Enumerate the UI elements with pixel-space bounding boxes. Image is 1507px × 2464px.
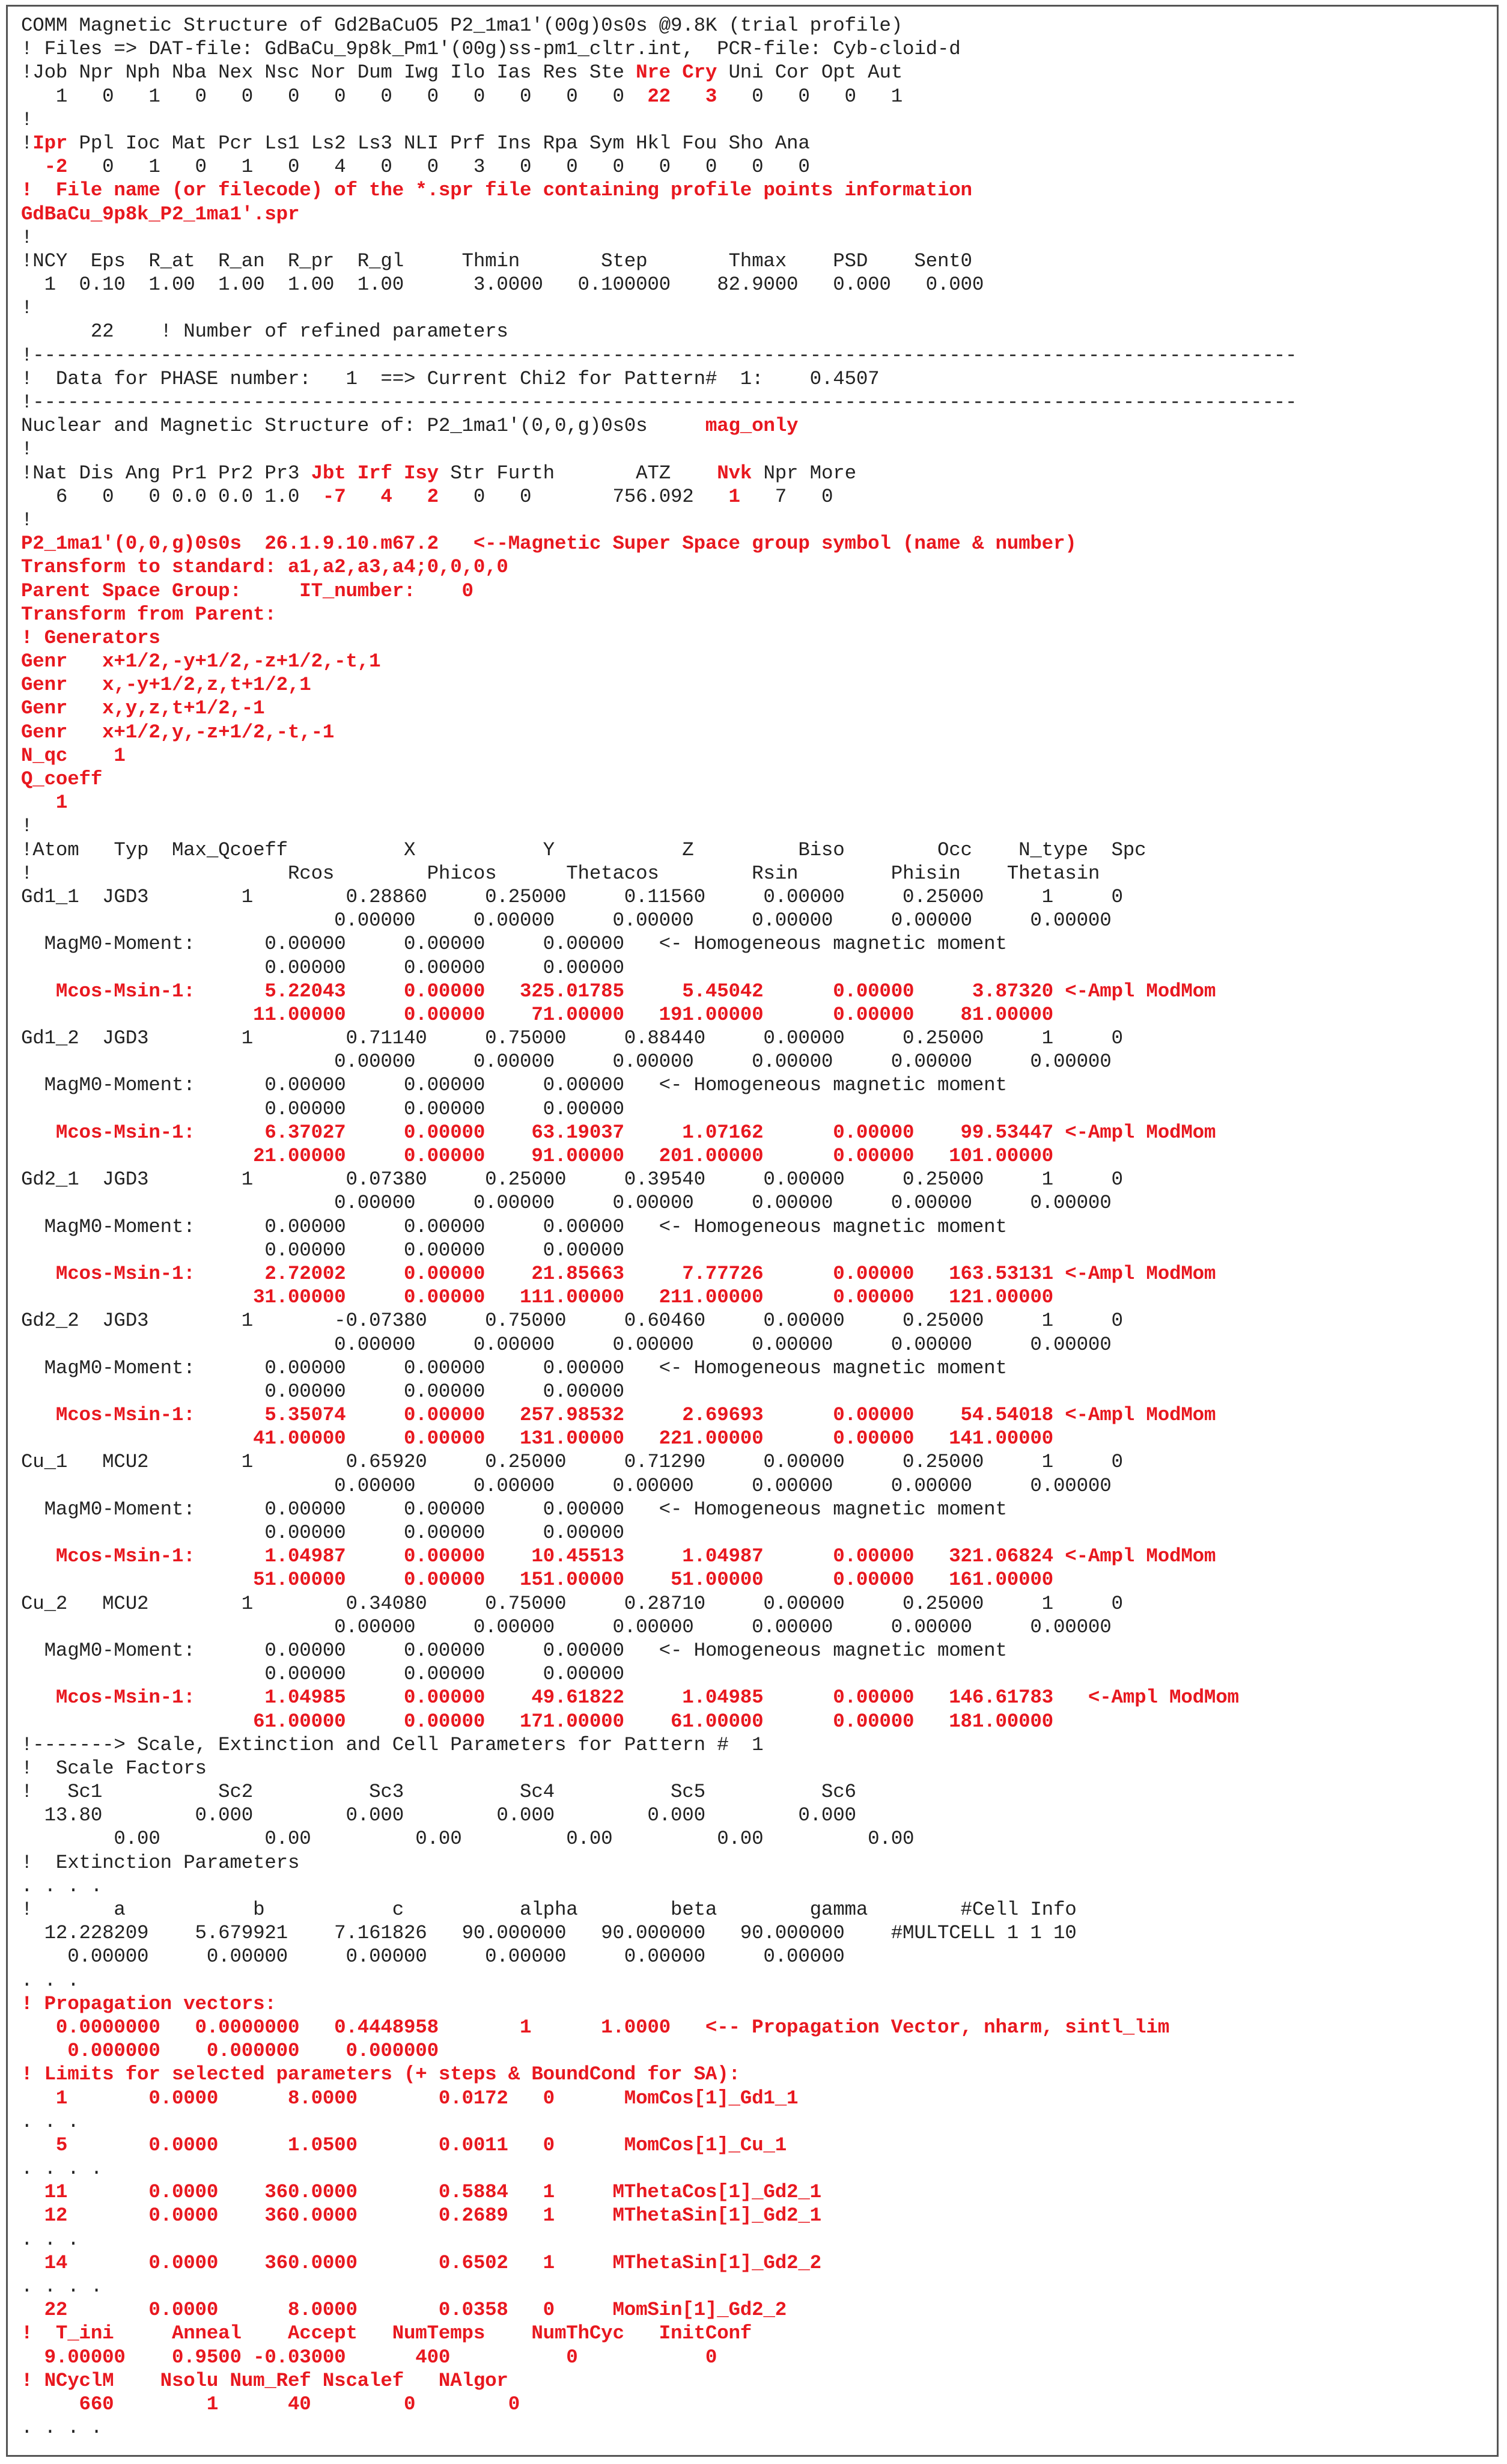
highlighted-text: Jbt Irf Isy <box>311 462 439 484</box>
pcr-text-block <box>21 14 1297 2439</box>
listing-text: 0.00000 0.00000 0.00000 0.00000 0.00000 0.00000 <box>21 1051 1112 1073</box>
pcr-line <box>21 1945 1297 1968</box>
pcr-line <box>21 956 1297 980</box>
pcr-line <box>21 2416 1297 2439</box>
listing-text: . . . . <box>21 2275 103 2298</box>
highlighted-text: Mcos-Msin-1: 1.04985 0.00000 49.61822 1.04985 0.00000 146.61783 <-Ampl ModMom <box>21 1686 1239 1709</box>
highlighted-text: ! Limits for selected parameters (+ steps & BoundCond for SA): <box>21 2063 740 2086</box>
pcr-line <box>21 438 1297 461</box>
pcr-line <box>21 2322 1297 2345</box>
pcr-line <box>21 1097 1297 1121</box>
pcr-line <box>21 462 1297 485</box>
highlighted-text: Mcos-Msin-1: 1.04987 0.00000 10.45513 1.04987 0.00000 321.06824 <-Ampl ModMom <box>21 1545 1216 1568</box>
pcr-file-listing <box>6 5 1499 2457</box>
listing-text: MagM0-Moment: 0.00000 0.00000 0.00000 <- Homogeneous magnetic moment <box>21 1215 1007 1238</box>
highlighted-text: Ipr <box>32 132 68 154</box>
listing-text: MagM0-Moment: 0.00000 0.00000 0.00000 <- Homogeneous magnetic moment <box>21 1639 1007 1662</box>
pcr-line <box>21 2228 1297 2251</box>
listing-text: Npr More <box>752 462 856 484</box>
pcr-line <box>21 838 1297 862</box>
pcr-line <box>21 814 1297 838</box>
pcr-line <box>21 673 1297 697</box>
listing-text: ! Files => DAT-file: GdBaCu_9p8k_Pm1'(00g)ss-pm1_cltr.int, PCR-file: Cyb-cloid-d <box>21 38 961 61</box>
highlighted-text: N_qc 1 <box>21 744 126 767</box>
pcr-line <box>21 2157 1297 2180</box>
highlighted-text: Genr x,-y+1/2,z,t+1/2,1 <box>21 674 311 697</box>
pcr-line <box>21 1309 1297 1332</box>
listing-text: . . . . <box>21 2158 103 2180</box>
highlighted-text: Q_coeff <box>21 768 103 790</box>
pcr-line <box>21 2392 1297 2416</box>
pcr-line <box>21 108 1297 132</box>
listing-text: 0.00000 0.00000 0.00000 0.00000 0.00000 0.00000 <box>21 1474 1112 1497</box>
pcr-line <box>21 791 1297 814</box>
listing-text: !Atom Typ Max_Qcoeff X Y Z Biso Occ N_type Spc <box>21 838 1146 861</box>
highlighted-text: 12 0.0000 360.0000 0.2689 1 MThetaSin[1]_Gd2_1 <box>21 2204 821 2227</box>
pcr-line <box>21 1780 1297 1804</box>
pcr-line <box>21 1545 1297 1568</box>
pcr-line <box>21 1333 1297 1356</box>
listing-text: 0.00000 0.00000 0.00000 <box>21 956 624 979</box>
listing-text: 7 0 <box>740 485 833 508</box>
listing-text: MagM0-Moment: 0.00000 0.00000 0.00000 <- Homogeneous magnetic moment <box>21 933 1007 956</box>
pcr-line <box>21 249 1297 273</box>
highlighted-text: 1 0.0000 8.0000 0.0172 0 MomCos[1]_Gd1_1 <box>21 2087 799 2109</box>
pcr-line <box>21 1427 1297 1450</box>
pcr-line <box>21 2298 1297 2322</box>
pcr-line <box>21 1050 1297 1073</box>
pcr-line <box>21 2204 1297 2227</box>
pcr-line <box>21 1144 1297 1168</box>
highlighted-text: Mcos-Msin-1: 6.37027 0.00000 63.19037 1.07162 0.00000 99.53447 <-Ampl ModMom <box>21 1121 1216 1144</box>
highlighted-text: 0.0000000 0.0000000 0.4448958 1 1.0000 <-- Propagation Vector, nharm, sintl_lim <box>21 2016 1170 2039</box>
highlighted-text: ! Generators <box>21 626 160 649</box>
highlighted-text: Parent Space Group: IT_number: 0 <box>21 579 473 602</box>
pcr-line <box>21 1851 1297 1874</box>
highlighted-text: 21.00000 0.00000 91.00000 201.00000 0.00000 101.00000 <box>21 1145 1053 1167</box>
listing-text: 0.00000 0.00000 0.00000 <box>21 1522 624 1544</box>
pcr-line <box>21 626 1297 650</box>
pcr-line <box>21 367 1297 391</box>
pcr-line <box>21 344 1297 367</box>
listing-text: 1 0 1 0 0 0 0 0 0 0 0 0 0 <box>21 85 648 108</box>
pcr-line <box>21 1898 1297 1921</box>
pcr-line <box>21 1592 1297 1615</box>
pcr-line <box>21 862 1297 885</box>
highlighted-text: -2 <box>44 156 68 178</box>
listing-text: 13.80 0.000 0.000 0.000 0.000 0.000 <box>21 1804 856 1827</box>
pcr-line <box>21 414 1297 438</box>
pcr-line <box>21 744 1297 767</box>
listing-text: Uni Cor Opt Aut <box>717 61 903 84</box>
listing-text: 0 0 0 1 <box>717 85 903 108</box>
highlighted-text: 61.00000 0.00000 171.00000 61.00000 0.00000 181.00000 <box>21 1710 1053 1733</box>
pcr-line <box>21 391 1297 414</box>
listing-text: !------------------------------------------------------------------------------------------------------------- <box>21 344 1297 367</box>
highlighted-text: ! T_ini Anneal Accept NumTemps NumThCyc InitConf <box>21 2322 752 2345</box>
pcr-line <box>21 1356 1297 1380</box>
pcr-line <box>21 2369 1297 2392</box>
highlighted-text: Genr x,y,z,t+1/2,-1 <box>21 697 265 720</box>
highlighted-text: ! Propagation vectors: <box>21 1992 276 2015</box>
pcr-line <box>21 85 1297 108</box>
pcr-line <box>21 1450 1297 1474</box>
pcr-line <box>21 1380 1297 1403</box>
pcr-line <box>21 1474 1297 1498</box>
pcr-line <box>21 1073 1297 1097</box>
listing-text: ! Sc1 Sc2 Sc3 Sc4 Sc5 Sc6 <box>21 1781 856 1804</box>
pcr-line <box>21 1003 1297 1026</box>
pcr-line <box>21 155 1297 178</box>
listing-text: 0 0 756.092 <box>438 485 729 508</box>
pcr-line <box>21 296 1297 320</box>
listing-text: ! <box>21 815 33 838</box>
listing-text: 12.228209 5.679921 7.161826 90.000000 90.000000 90.000000 #MULTCELL 1 1 10 <box>21 1922 1077 1945</box>
pcr-line <box>21 2016 1297 2039</box>
listing-text: !------------------------------------------------------------------------------------------------------------- <box>21 391 1297 413</box>
listing-text: . . . <box>21 1969 79 1992</box>
highlighted-text: 1 <box>21 791 68 814</box>
pcr-line <box>21 1121 1297 1144</box>
pcr-line <box>21 1498 1297 1521</box>
pcr-line <box>21 1191 1297 1215</box>
pcr-line <box>21 1686 1297 1709</box>
pcr-line <box>21 1239 1297 1262</box>
listing-text: 0.00000 0.00000 0.00000 <box>21 1380 624 1403</box>
listing-text: ! Rcos Phicos Thetacos Rsin Phisin Thetasin <box>21 862 1100 885</box>
pcr-line <box>21 1804 1297 1827</box>
pcr-line <box>21 132 1297 155</box>
listing-text: !NCY Eps R_at R_an R_pr R_gl Thmin Step Thmax PSD Sent0 <box>21 249 972 272</box>
pcr-line <box>21 1662 1297 1686</box>
listing-text: ! <box>21 438 33 461</box>
pcr-line <box>21 2275 1297 2298</box>
listing-text: 0.00000 0.00000 0.00000 0.00000 0.00000 0.00000 <box>21 1945 845 1968</box>
listing-text: ! Extinction Parameters <box>21 1851 300 1874</box>
pcr-line <box>21 980 1297 1003</box>
listing-text: MagM0-Moment: 0.00000 0.00000 0.00000 <- Homogeneous magnetic moment <box>21 1356 1007 1379</box>
pcr-line <box>21 37 1297 61</box>
listing-text: ! <box>21 508 33 531</box>
pcr-line <box>21 1639 1297 1662</box>
pcr-line <box>21 2133 1297 2157</box>
listing-text: Cu_1 MCU2 1 0.65920 0.25000 0.71290 0.00000 0.25000 1 0 <box>21 1451 1123 1474</box>
listing-text: 0.00000 0.00000 0.00000 0.00000 0.00000 0.00000 <box>21 1333 1112 1356</box>
listing-text: 1 0.10 1.00 1.00 1.00 1.00 3.0000 0.100000 82.9000 0.000 0.000 <box>21 273 984 296</box>
highlighted-text: 5 0.0000 1.0500 0.0011 0 MomCos[1]_Cu_1 <box>21 2133 787 2156</box>
highlighted-text: 660 1 40 0 0 <box>21 2392 520 2415</box>
listing-text: 0.00000 0.00000 0.00000 <box>21 1239 624 1261</box>
pcr-line <box>21 1615 1297 1639</box>
listing-text: 0 1 0 1 0 4 0 0 3 0 0 0 0 0 0 0 <box>67 156 810 178</box>
pcr-line <box>21 1921 1297 1945</box>
highlighted-text: 14 0.0000 360.0000 0.6502 1 MThetaSin[1]_Gd2_2 <box>21 2251 821 2274</box>
pcr-line <box>21 767 1297 791</box>
highlighted-text: Genr x+1/2,-y+1/2,-z+1/2,-t,1 <box>21 650 381 673</box>
highlighted-text: 9.00000 0.9500 -0.03000 400 0 0 <box>21 2346 717 2368</box>
pcr-line <box>21 1874 1297 1898</box>
pcr-line <box>21 2346 1297 2369</box>
highlighted-text: Nvk <box>717 462 752 484</box>
pcr-line <box>21 555 1297 579</box>
listing-text: !Nat Dis Ang Pr1 Pr2 Pr3 <box>21 462 311 484</box>
pcr-line <box>21 532 1297 555</box>
pcr-line <box>21 14 1297 37</box>
pcr-line <box>21 2110 1297 2133</box>
highlighted-text: GdBaCu_9p8k_P2_1ma1'.spr <box>21 203 300 225</box>
highlighted-text: 1 <box>728 485 740 508</box>
listing-text: Gd2_1 JGD3 1 0.07380 0.25000 0.39540 0.00000 0.25000 1 0 <box>21 1168 1123 1191</box>
pcr-line <box>21 1215 1297 1239</box>
highlighted-text: ! NCyclM Nsolu Num_Ref Nscalef NAlgor <box>21 2369 508 2392</box>
pcr-line <box>21 320 1297 343</box>
listing-text: ! Scale Factors <box>21 1757 207 1779</box>
pcr-line <box>21 203 1297 226</box>
listing-text: Gd2_2 JGD3 1 -0.07380 0.75000 0.60460 0.00000 0.25000 1 0 <box>21 1310 1123 1332</box>
highlighted-text: Mcos-Msin-1: 2.72002 0.00000 21.85663 7.77726 0.00000 163.53131 <-Ampl ModMom <box>21 1262 1216 1285</box>
listing-text: . . . . <box>21 1874 103 1897</box>
listing-text: MagM0-Moment: 0.00000 0.00000 0.00000 <- Homogeneous magnetic moment <box>21 1498 1007 1520</box>
pcr-line <box>21 650 1297 673</box>
pcr-line <box>21 603 1297 626</box>
highlighted-text: ! File name (or filecode) of the *.spr file containing profile points information <box>21 179 972 202</box>
pcr-line <box>21 178 1297 202</box>
pcr-line <box>21 1969 1297 1992</box>
pcr-line <box>21 932 1297 956</box>
pcr-line <box>21 1285 1297 1309</box>
pcr-line <box>21 721 1297 744</box>
listing-text: COMM Magnetic Structure of Gd2BaCuO5 P2_1ma1'(00g)0s0s @9.8K (trial profile) <box>21 14 903 37</box>
pcr-line <box>21 1827 1297 1850</box>
listing-text: 6 0 0 0.0 0.0 1.0 <box>21 485 323 508</box>
listing-text: Ppl Ioc Mat Pcr Ls1 Ls2 Ls3 NLI Prf Ins Rpa Sym Hkl Fou Sho Ana <box>67 132 810 154</box>
pcr-line <box>21 273 1297 296</box>
listing-text: 0.00000 0.00000 0.00000 0.00000 0.00000 0.00000 <box>21 909 1112 932</box>
listing-text: ! <box>21 108 33 131</box>
pcr-line <box>21 1757 1297 1780</box>
pcr-line <box>21 1168 1297 1191</box>
highlighted-text: Transform to standard: a1,a2,a3,a4;0,0,0,0 <box>21 556 508 579</box>
listing-text: 0.00000 0.00000 0.00000 0.00000 0.00000 0.00000 <box>21 1192 1112 1215</box>
pcr-line <box>21 1026 1297 1050</box>
pcr-line <box>21 2087 1297 2110</box>
pcr-line <box>21 2039 1297 2063</box>
pcr-line <box>21 1710 1297 1733</box>
highlighted-text: Nre Cry <box>636 61 717 84</box>
listing-text: 0.00000 0.00000 0.00000 <box>21 1097 624 1120</box>
pcr-line <box>21 697 1297 720</box>
pcr-line <box>21 61 1297 84</box>
listing-text: 0.00000 0.00000 0.00000 0.00000 0.00000 0.00000 <box>21 1615 1112 1638</box>
pcr-line <box>21 1733 1297 1757</box>
highlighted-text: Genr x+1/2,y,-z+1/2,-t,-1 <box>21 721 335 743</box>
listing-text: Str Furth ATZ <box>438 462 717 484</box>
listing-text: 0.00000 0.00000 0.00000 <box>21 1663 624 1686</box>
listing-text: ! <box>21 226 33 249</box>
listing-text: . . . <box>21 2228 79 2251</box>
listing-text: MagM0-Moment: 0.00000 0.00000 0.00000 <- Homogeneous magnetic moment <box>21 1074 1007 1097</box>
pcr-line <box>21 1262 1297 1285</box>
pcr-line <box>21 1568 1297 1591</box>
highlighted-text: 11.00000 0.00000 71.00000 191.00000 0.00000 81.00000 <box>21 1003 1053 1026</box>
pcr-line <box>21 226 1297 249</box>
highlighted-text: 31.00000 0.00000 111.00000 211.00000 0.00000 121.00000 <box>21 1286 1053 1309</box>
pcr-line <box>21 885 1297 909</box>
pcr-line <box>21 1992 1297 2016</box>
highlighted-text: 51.00000 0.00000 151.00000 51.00000 0.00000 161.00000 <box>21 1569 1053 1591</box>
listing-text: 0.00 0.00 0.00 0.00 0.00 0.00 <box>21 1828 915 1850</box>
listing-text: ! a b c alpha beta gamma #Cell Info <box>21 1898 1077 1921</box>
highlighted-text: P2_1ma1'(0,0,g)0s0s 26.1.9.10.m67.2 <--Magnetic Super Space group symbol (name & number) <box>21 532 1077 555</box>
listing-text: Nuclear and Magnetic Structure of: P2_1ma1'(0,0,g)0s0s <box>21 415 705 438</box>
listing-text: . . . . <box>21 2417 103 2439</box>
pcr-line <box>21 1521 1297 1545</box>
highlighted-text: 22 3 <box>647 85 717 108</box>
listing-text: !Job Npr Nph Nba Nex Nsc Nor Dum Iwg Ilo Ias Res Ste <box>21 61 636 84</box>
pcr-line <box>21 485 1297 508</box>
pcr-line <box>21 909 1297 932</box>
highlighted-text: Transform from Parent: <box>21 603 276 626</box>
highlighted-text: Mcos-Msin-1: 5.35074 0.00000 257.98532 2.69693 0.00000 54.54018 <-Ampl ModMom <box>21 1404 1216 1427</box>
pcr-line <box>21 508 1297 532</box>
highlighted-text: 11 0.0000 360.0000 0.5884 1 MThetaCos[1]_Gd2_1 <box>21 2181 821 2204</box>
highlighted-text: 22 0.0000 8.0000 0.0358 0 MomSin[1]_Gd2_2 <box>21 2299 787 2322</box>
pcr-line <box>21 2251 1297 2275</box>
listing-text: ! <box>21 132 33 154</box>
listing-text: Gd1_2 JGD3 1 0.71140 0.75000 0.88440 0.00000 0.25000 1 0 <box>21 1027 1123 1050</box>
listing-text: Cu_2 MCU2 1 0.34080 0.75000 0.28710 0.00000 0.25000 1 0 <box>21 1592 1123 1615</box>
pcr-line <box>21 2180 1297 2204</box>
listing-text: ! <box>21 297 33 320</box>
listing-text: ! Data for PHASE number: 1 ==> Current Chi2 for Pattern# 1: 0.4507 <box>21 367 880 390</box>
highlighted-text: 0.000000 0.000000 0.000000 <box>21 2040 439 2063</box>
listing-text <box>21 156 44 178</box>
pcr-line <box>21 579 1297 603</box>
pcr-line <box>21 1403 1297 1427</box>
highlighted-text: Mcos-Msin-1: 5.22043 0.00000 325.01785 5.45042 0.00000 3.87320 <-Ampl ModMom <box>21 980 1216 1002</box>
listing-text: !-------> Scale, Extinction and Cell Parameters for Pattern # 1 <box>21 1733 764 1756</box>
listing-text: Gd1_1 JGD3 1 0.28860 0.25000 0.11560 0.00000 0.25000 1 0 <box>21 885 1123 908</box>
highlighted-text: 41.00000 0.00000 131.00000 221.00000 0.00000 141.00000 <box>21 1427 1053 1450</box>
listing-text: . . . <box>21 2110 79 2133</box>
highlighted-text: mag_only <box>705 415 799 438</box>
pcr-line <box>21 2063 1297 2086</box>
listing-text: 22 ! Number of refined parameters <box>21 320 508 343</box>
highlighted-text: -7 4 2 <box>322 485 439 508</box>
